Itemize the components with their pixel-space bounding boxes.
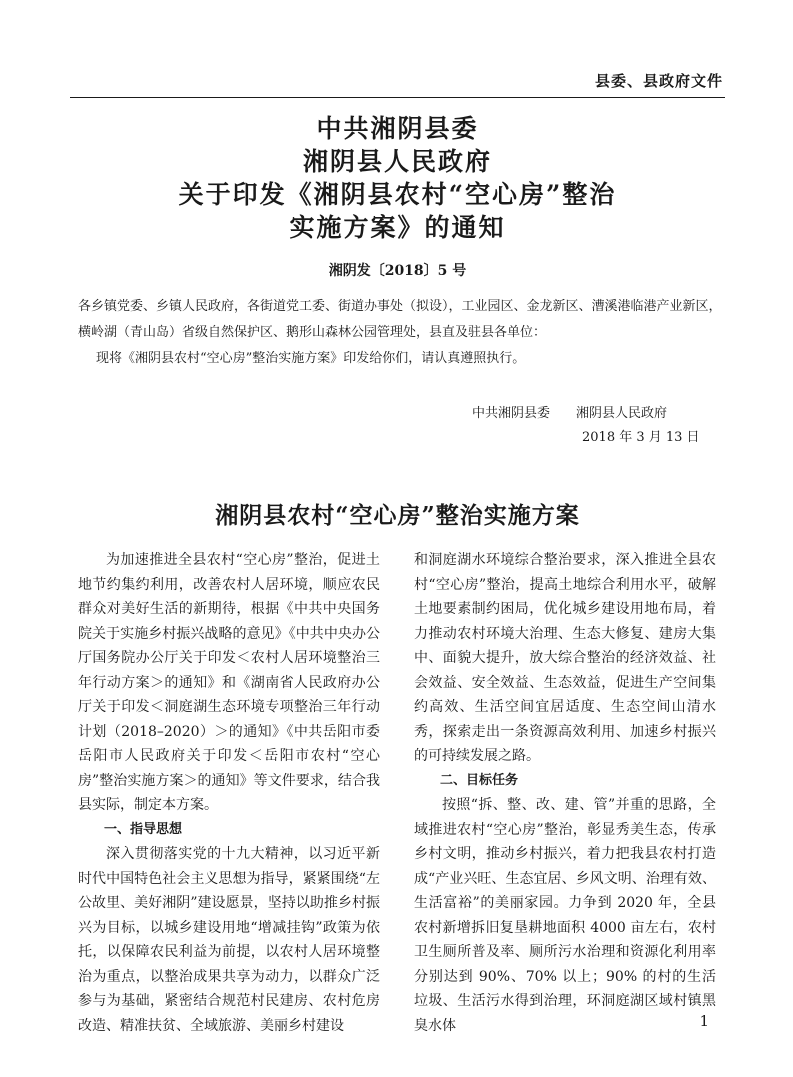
section-paragraph: 深入贯彻落实党的十九大精神，以习近平新时代中国特色社会主义思想为指导，紧紧围绕“左公故里、美好湘阴”建设愿景，坚持以助推乡村振兴为目标，以城乡建设用地“增减挂钩”政策为依托，以保障农民利益为前提，以农村人居环境整治为重点，以整治成果共享为动力，以群众广泛参与为基础，紧密结合规范村民建房、农村危房改造、精准扶贫、全域旅游、美丽乡村建设 <box>78 846 380 1034</box>
signers <box>472 401 667 427</box>
notice-title <box>70 112 725 244</box>
sign-date: 2018 年 3 月 13 日 <box>582 430 700 445</box>
right-column <box>414 548 716 1038</box>
notice-title-line: 实施方案》的通知 <box>289 213 506 242</box>
notice-title-line: 中共湘阴县委 <box>316 114 479 143</box>
document-number: 湘阴发〔2018〕5 号 <box>328 263 467 279</box>
intro-paragraph: 为加速推进全县农村“空心房”整治，促进土地节约集约利用，改善农村人居环境，顺应农民群众对美好生活的新期待，根据《中共中央国务院关于实施乡村振兴战略的意见》《中共中央办公厅国务院办公厅关于印发＜农村人居环境整治三年行动方案＞的通知》和《湖南省人民政府办公厅关于印发＜洞庭湖生态环境专项整治三年行动计划（2018–2020）＞的通知》《中共岳阳市委岳阳市人民政府关于印发＜岳阳市农村“空心房”整治实施方案＞的通知》等文件要求，结合我县实际，制定本方案。 <box>78 552 380 813</box>
left-column <box>78 548 380 1038</box>
page-number: 1 <box>699 1012 709 1030</box>
notice-title-line: 关于印发《湘阴县农村“空心房”整治 <box>178 180 617 209</box>
notice-body: 现将《湘阴县农村“空心房”整治实施方案》印发给你们，请认真遵照执行。 <box>96 351 526 366</box>
plan-title: 湘阴县农村“空心房”整治实施方案 <box>215 502 580 529</box>
section-paragraph-continued: 和洞庭湖水环境综合整治要求，深入推进全县农村“空心房”整治，提高土地综合利用水平，破解土地要素制约困局，优化城乡建设用地布局，着力推动农村环境大治理、生态大修复、建房大集中、面貌大提升，放大综合整治的经济效益、社会效益、安全效益、生态效益，促进生产空间集约高效、生活空间宜居适度、生态空间山清水秀，探索走出一条资源高效利用、加速乡村振兴的可持续发展之路。 <box>414 552 716 764</box>
header-divider <box>70 97 725 98</box>
signer-party-committee: 中共湘阴县委 <box>472 406 551 421</box>
section-heading: 一、指导思想 <box>104 821 183 837</box>
section-heading: 二、目标任务 <box>440 772 519 788</box>
section-paragraph: 按照“拆、整、改、建、管”并重的思路，全域推进农村“空心房”整治，彰显秀美生态，传承乡村文明，推动乡村振兴，着力把我县农村打造成“产业兴旺、生态宜居、乡风文明、治理有效、生活富裕”的美丽家园。力争到 2020 年，全县农村新增拆旧复垦耕地面积 4000 亩左右，农村卫生厕所普及率、厕所污水治理和资源化利用率分别达到 90%、70% 以上；90% 的村的生活垃圾、生活污水得到治理，环洞庭湖区域村镇黑臭水体 <box>414 797 716 1034</box>
notice-title-line: 湘阴县人民政府 <box>302 147 492 176</box>
signer-government: 湘阴县人民政府 <box>576 406 668 421</box>
recipients: 各乡镇党委、乡镇人民政府，各街道党工委、街道办事处（拟设），工业园区、金龙新区、漕溪港临港产业新区，横岭湖（青山岛）省级自然保护区、鹅形山森林公园管理处，县直及驻县各单位： <box>78 299 722 340</box>
section-tag: 县委、县政府文件 <box>594 72 723 90</box>
